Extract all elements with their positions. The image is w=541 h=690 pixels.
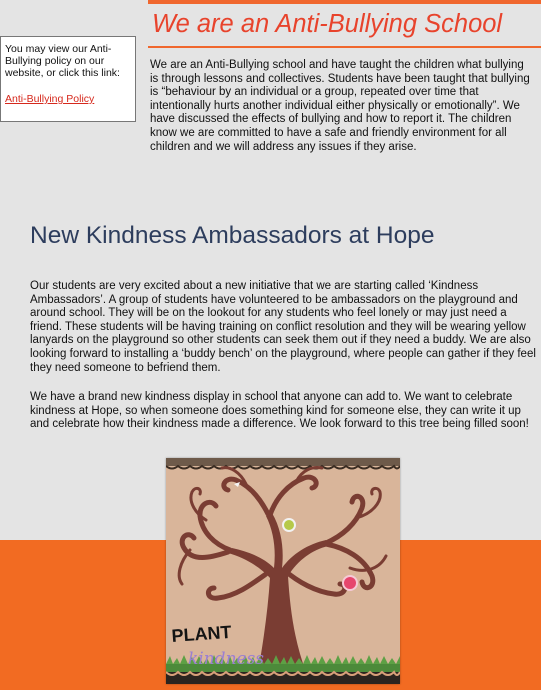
policy-sidebar-text: You may view our Anti-Bullying policy on our website, or click this link:	[5, 43, 120, 79]
policy-sidebar-box	[0, 36, 136, 122]
anti-bullying-policy-link[interactable]: Anti-Bullying Policy	[5, 93, 95, 105]
kindness-tree-photo	[166, 458, 400, 684]
kindness-section-title: New Kindness Ambassadors at Hope	[30, 222, 435, 249]
photo-caption-kindness: kindness	[188, 649, 265, 669]
heading-rule	[148, 46, 541, 48]
anti-bullying-heading: We are an Anti-Bullying School	[152, 10, 503, 38]
photo-caption-plant: PLANT	[170, 621, 233, 646]
kindness-paragraph-2: We have a brand new kindness display in school that anyone can add to. We want to celebrate kindness at Hope, so when someone does something kind for someone else, they can write it up and celebrate how their kindness made a difference. We look forward to this tree being filled soon!	[30, 391, 529, 431]
kindness-paragraph-1: Our students are very excited about a new initiative that we are starting called ‘Kindness Ambassadors’. A group of students have volunteered to be ambassadors on the playground and around school. They will be on the lookout for any students who feel lonely or may just need a friend. These students will be having training on conflict resolution and they will be wearing yellow lanyards on the playground so other students can seek them out if they need a buddy. We are also looking forward to installing a ‘buddy bench’ on the playground, where people can gather if they feel they need someone to befriend them.	[30, 280, 536, 374]
top-rule	[148, 0, 541, 4]
anti-bullying-body: We are an Anti-Bullying school and have taught the children what bullying is through lessons and collectives. Students have been taught that bullying is “behaviour by an individual or a group, repeated over time that intentionally hurts another individual either physically or emotionally”. We have discussed the effects of bullying and how to report it. The children know we are committed to have a safe and friendly environment for all children and we will address any issues if they arise.	[150, 59, 530, 153]
